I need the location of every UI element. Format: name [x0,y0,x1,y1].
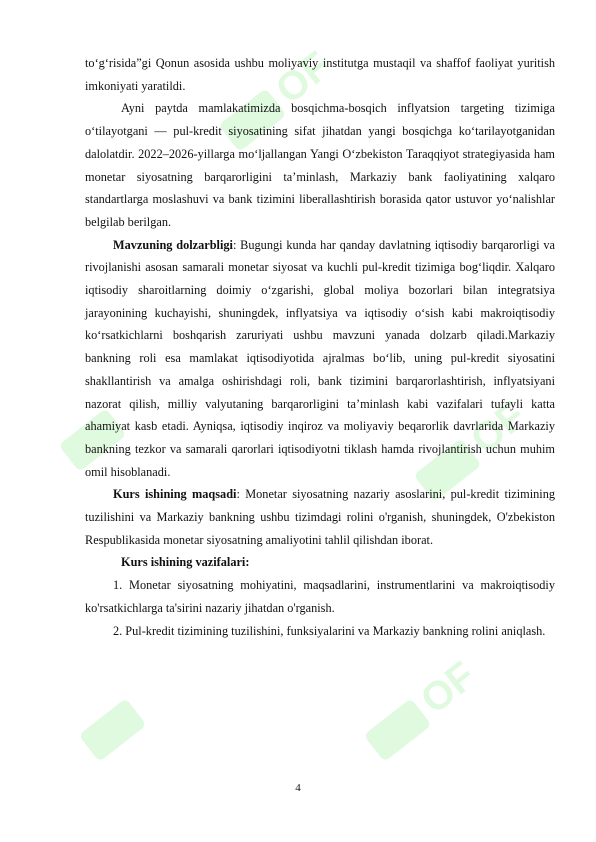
watermark-mark-bottom-left [79,698,147,762]
watermark-mark-bottom-right [359,654,483,765]
tasks-heading: Kurs ishining vazifalari: [121,555,250,570]
paragraph-goal [85,483,555,551]
goal-heading: Kurs ishining maqsadi [113,487,237,502]
page-number: 4 [295,782,301,794]
task-item-2: 2. Pul-kredit tizimining tuzilishini, funksiyalarini va Markaziy bankning rolini aniqlash. [113,623,546,638]
body-text [85,52,555,642]
watermark-text: OF [462,393,534,463]
relevance-text: : Bugungi kunda har qanday davlatning iqtisodiy barqarorligi va rivojlanishi asosan samarali monetar siyosat va kuchli pul-kredit tizimiga bog‘liqdir. Xalqaro iqtisodiy sharoitlarning doimiy o‘zgarishi, global moliya bozorlari bilan integratsiya jarayonining kuchayishi, shuningdek, inflyatsiya va iqtisodiy o‘sish kabi makroiqtisodiy ko‘rsatkichlarni boshqarish zaruriyati ushbu mavzuni yanada dolzarb qiladi.Markaziy bankning roli esa mamlakat iqtisodiyotida ajralmas bo‘lib, uning pul-kredit siyosatini shakllantirish va amalga oshirishdagi roli, bank tizimini barqarorlashtirish, inflyatsiyani nazorat qilish, milliy valyutaning barqarorligini ta’minlash kabi vazifalari tufayli katta ahamiyat kasb etadi. Ayniqsa, iqtisodiy inqiroz va moliyaviy beqarorlik davrlarida Markaziy bankning tezkor va samarali qarorlari iqtisodiyotni tiklash hamda rivojlantirish uchun muhim omil hisoblanadi. [85,237,555,479]
paragraph-strategy: Ayni paytda mamlakatimizda bosqichma-bosqich inflyatsion targeting tizimiga o‘tilayotgani — pul-kredit siyosatining sifat jihatdan yangi bosqichga ko‘tarilayotganidan dalolatdir. 2022–2026-yillarga mo‘ljallangan Yangi O‘zbekiston Taraqqiyot strategiyasida ham monetar siyosatning barqarorligini ta’minlash, Markaziy bank faoliyatining xalqaro standartlarga moslashuvi va bank tizimini liberallashtirish borasida qator ustuvor yo‘nalishlar belgilab berilgan. [85,101,555,229]
relevance-heading: Mavzuning dolzarbligi [113,237,233,252]
watermark-text: OF [267,43,339,113]
watermark-text: OF [412,653,484,723]
paragraph-intro: to‘g‘risida”gi Qonun asosida ushbu moliyaviy institutga mustaqil va shaffof faoliyat yuritish imkoniyati yaratildi. [85,56,555,93]
paragraph-relevance [85,234,555,484]
task-item-1: 1. Monetar siyosatning mohiyatini, maqsadlarini, instrumentlarini va makroiqtisodiy ko'rsatkichlarga ta'sirini nazariy jihatdan o'rganish. [85,578,555,615]
goal-text: : Monetar siyosatning nazariy asoslarini, pul-kredit tizimining tuzilishini va Markaziy bankning ushbu tizimdagi rolini o'rganish, shuningdek, O'zbekiston Respublikasida monetar siyosatning amaliyotini tahlil qilishdan iborat. [85,487,556,547]
